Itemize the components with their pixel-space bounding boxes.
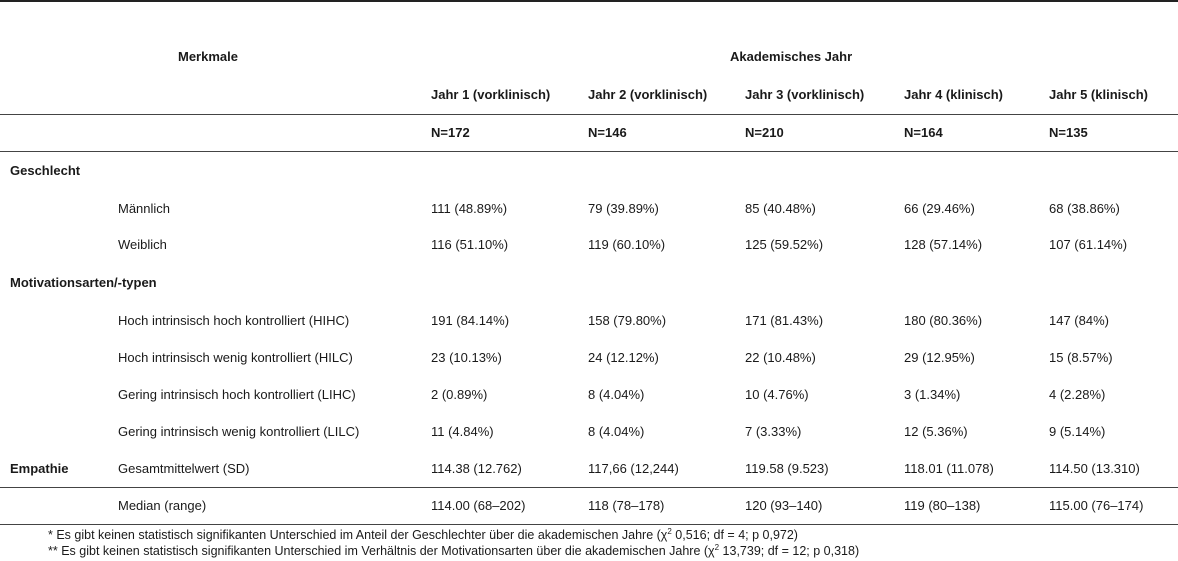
- cell-value: 118 (78–178): [588, 498, 665, 513]
- year-5-n: N=135: [1049, 125, 1088, 140]
- cell-value: 128 (57.14%): [904, 237, 983, 252]
- year-2-n: N=146: [588, 125, 627, 140]
- row-label: Gering intrinsisch hoch kontrolliert (LIHC): [118, 387, 356, 402]
- cell-value: 68 (38.86%): [1049, 201, 1120, 216]
- row-label: Gering intrinsisch wenig kontrolliert (LILC): [118, 424, 360, 439]
- cell-value: 116 (51.10%): [431, 237, 509, 252]
- cell-value: 119.58 (9.523): [745, 461, 829, 476]
- chi-square-superscript: 2: [667, 527, 672, 536]
- section-title-gender: Geschlecht: [10, 163, 81, 178]
- cell-value: 114.38 (12.762): [431, 461, 522, 476]
- bottom-rule: [0, 524, 1178, 525]
- row-label: Hoch intrinsisch wenig kontrolliert (HILC): [118, 350, 353, 365]
- cell-value: 8 (4.04%): [588, 424, 645, 439]
- top-rule: [0, 0, 1178, 2]
- year-3-header: Jahr 3 (vorklinisch): [745, 87, 865, 102]
- cell-value: 22 (10.48%): [745, 350, 816, 365]
- cell-value: 120 (93–140): [745, 498, 823, 513]
- cell-value: 125 (59.52%): [745, 237, 824, 252]
- year-2-header: Jahr 2 (vorklinisch): [588, 87, 708, 102]
- cell-value: 111 (48.89%): [431, 201, 508, 216]
- cell-value: 3 (1.34%): [904, 387, 961, 402]
- cell-value: 191 (84.14%): [431, 313, 510, 328]
- row-label: Hoch intrinsisch hoch kontrolliert (HIHC): [118, 313, 350, 328]
- year-4-n: N=164: [904, 125, 943, 140]
- cell-value: 66 (29.46%): [904, 201, 975, 216]
- footnote-gender-stats: 0,516; df = 4; p 0,972): [671, 528, 798, 542]
- chi-square-superscript: 2: [714, 543, 720, 552]
- section-title-motivation: Motivationsarten/-typen: [10, 275, 157, 290]
- cell-value: 118.01 (11.078): [904, 461, 994, 476]
- cell-value: 114.50 (13.310): [1049, 461, 1140, 476]
- year-1-header: Jahr 1 (vorklinisch): [431, 87, 551, 102]
- year-5-header: Jahr 5 (klinisch): [1049, 87, 1148, 102]
- footnote-motivation: [48, 543, 859, 559]
- cell-value: 15 (8.57%): [1049, 350, 1113, 365]
- cell-value: 79 (39.89%): [588, 201, 659, 216]
- footnote-motivation-text: ** Es gibt keinen statistisch signifikanten Unterschied im Verhältnis der Motivationsarten über die akademischen Jahre (χ: [48, 544, 715, 558]
- row-label: Weiblich: [118, 237, 167, 252]
- cell-value: 107 (61.14%): [1049, 237, 1128, 252]
- cell-value: 115.00 (76–174): [1049, 498, 1144, 513]
- cell-value: 12 (5.36%): [904, 424, 968, 439]
- cell-value: 114.00 (68–202): [431, 498, 526, 513]
- footnote-gender: [48, 527, 798, 543]
- cell-value: 29 (12.95%): [904, 350, 975, 365]
- row-label: Gesamtmittelwert (SD): [118, 461, 250, 476]
- characteristics-header: Merkmale: [178, 49, 238, 64]
- cell-value: 7 (3.33%): [745, 424, 802, 439]
- year-3-n: N=210: [745, 125, 784, 140]
- cell-value: 119 (80–138): [904, 498, 981, 513]
- cell-value: 4 (2.28%): [1049, 387, 1106, 402]
- cell-value: 85 (40.48%): [745, 201, 816, 216]
- cell-value: 171 (81.43%): [745, 313, 824, 328]
- row-label: Median (range): [118, 498, 207, 513]
- cell-value: 158 (79.80%): [588, 313, 667, 328]
- n-rule: [0, 151, 1178, 152]
- cell-value: 2 (0.89%): [431, 387, 488, 402]
- cell-value: 11 (4.84%): [431, 424, 494, 439]
- year-1-n: N=172: [431, 125, 470, 140]
- footnote-motivation-stats: 13,739; df = 12; p 0,318): [719, 544, 860, 558]
- cell-value: 9 (5.14%): [1049, 424, 1106, 439]
- cell-value: 119 (60.10%): [588, 237, 666, 252]
- cell-value: 23 (10.13%): [431, 350, 502, 365]
- row-label: Männlich: [118, 201, 171, 216]
- cell-value: 147 (84%): [1049, 313, 1109, 328]
- footnote-gender-text: * Es gibt keinen statistisch signifikanten Unterschied im Anteil der Geschlechter über die akademischen Jahre (χ: [48, 528, 668, 542]
- cell-value: 117,66 (12,244): [588, 461, 679, 476]
- cell-value: 8 (4.04%): [588, 387, 645, 402]
- section-title-empathy: Empathie: [10, 461, 69, 476]
- cell-value: 10 (4.76%): [745, 387, 809, 402]
- cell-value: 24 (12.12%): [588, 350, 659, 365]
- year-4-header: Jahr 4 (klinisch): [904, 87, 1003, 102]
- academic-year-header: Akademisches Jahr: [730, 49, 853, 64]
- cell-value: 180 (80.36%): [904, 313, 983, 328]
- empathy-median-rule: [0, 487, 1178, 488]
- header-rule: [0, 114, 1178, 115]
